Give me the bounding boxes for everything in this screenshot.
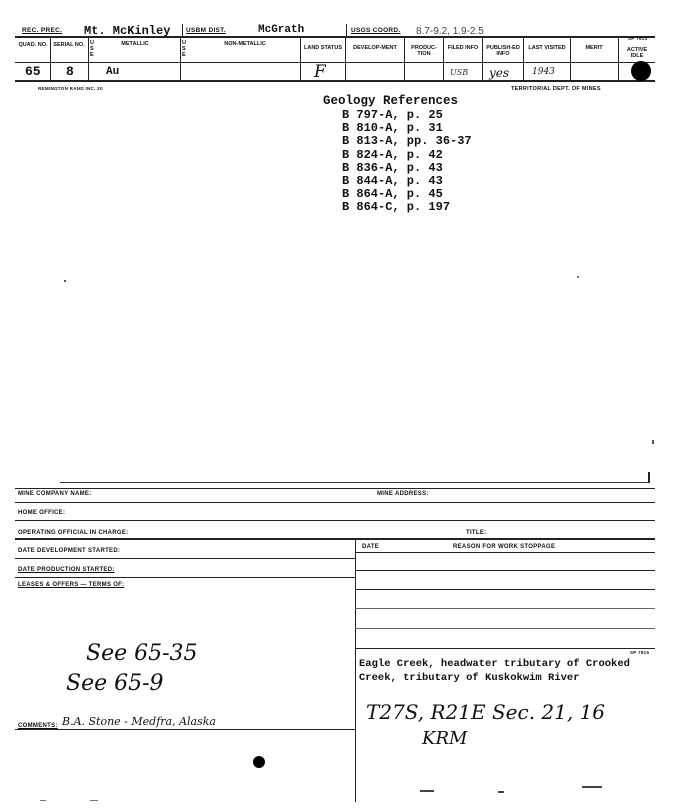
serial-no-value: 8 — [66, 64, 74, 79]
reference-item: B 836-A, p. 43 — [342, 160, 443, 175]
reason-column-label: REASON FOR WORK STOPPAGE — [453, 544, 556, 550]
usbm-dist-value: McGrath — [258, 24, 305, 36]
mine-address-label: MINE ADDRESS: — [377, 491, 429, 497]
township-range-section: T27S, R21E Sec. 21, 16 — [366, 700, 606, 724]
rec-prec-value: Mt. McKinley — [84, 24, 171, 38]
reference-item: B 824-A, p. 42 — [342, 147, 443, 162]
rec-prec-label: REC. PREC. — [22, 27, 63, 34]
form-number-bottom: SP 7915 — [630, 650, 650, 655]
date-production-label: DATE PRODUCTION STARTED: — [18, 567, 115, 573]
reference-item: B 844-A, p. 43 — [342, 174, 443, 189]
filed-info-value: USB — [450, 68, 469, 77]
scan-speck — [577, 276, 579, 278]
scan-speck — [90, 800, 98, 801]
last-visited-value: 1943 — [532, 67, 555, 77]
scan-speck — [498, 791, 504, 793]
col-active-idle: ACTIVE IDLE — [626, 47, 648, 59]
references-title: Geology References — [323, 94, 459, 108]
scan-speck — [64, 280, 66, 282]
col-filed-info: FILED INFO — [447, 45, 479, 51]
col-serial-no: SERIAL NO. — [53, 42, 85, 48]
punch-hole — [253, 756, 265, 768]
col-use-nonmetallic: U S E — [182, 40, 186, 58]
usbm-dist-label: USBM DIST. — [186, 27, 226, 34]
date-column-label: DATE — [362, 544, 380, 550]
col-land-status: LAND STATUS — [304, 45, 342, 51]
col-published-info: PUBLISH-ED INFO — [486, 45, 520, 57]
leases-offers-label: LEASES & OFFERS — TERMS OF: — [18, 582, 125, 588]
scan-mark — [648, 472, 650, 482]
location-line-1: Eagle Creek, headwater tributary of Crooked — [359, 658, 630, 670]
col-development: DEVELOP-MENT — [353, 45, 397, 51]
col-nonmetallic: NON-METALLIC — [224, 41, 266, 47]
reference-item: B 797-A, p. 25 — [342, 108, 443, 122]
comments-label: COMMENTS: — [18, 723, 58, 729]
usgs-coord-value: 8.7-9.2, 1.9-2.5 — [416, 26, 484, 37]
col-metallic: METALLIC — [121, 41, 149, 47]
home-office-label: HOME OFFICE: — [18, 510, 66, 516]
active-indicator-dot — [631, 61, 651, 81]
location-line-2: Creek, tributary of Kuskokwim River — [359, 672, 580, 684]
scan-speck — [420, 790, 434, 792]
see-reference-1: See 65-35 — [86, 641, 198, 666]
land-status-value: F — [314, 62, 326, 82]
references-list — [342, 109, 472, 215]
reference-item: B 813-A, pp. 36-37 — [342, 134, 472, 149]
see-reference-2: See 65-9 — [66, 671, 164, 696]
reference-item: B 864-C, p. 197 — [342, 200, 451, 215]
col-use-metallic: U S E — [90, 40, 94, 58]
scan-speck — [652, 440, 654, 444]
reference-item: B 810-A, p. 31 — [342, 121, 443, 136]
col-quad-no: QUAD. NO. — [18, 42, 48, 48]
title-label: TITLE: — [466, 530, 487, 536]
comments-value: B.A. Stone - Medfra, Alaska — [62, 715, 216, 728]
reference-item: B 864-A, p. 45 — [342, 187, 443, 202]
scan-speck — [40, 800, 46, 801]
date-development-label: DATE DEVELOPMENT STARTED: — [18, 548, 121, 554]
meridian: KRM — [422, 728, 468, 749]
usgs-coord-label: USGS COORD. — [351, 27, 401, 34]
col-last-visited: LAST VISITED — [528, 45, 566, 51]
form-number-top: SP 7914 — [628, 36, 648, 41]
col-production: PRODUC-TION — [411, 45, 437, 57]
printer-imprint: REMINGTON RAND INC. 20 — [38, 86, 103, 91]
quad-no-value: 65 — [25, 64, 41, 79]
mine-company-name-label: MINE COMPANY NAME: — [18, 491, 92, 497]
col-merit: MERIT — [585, 45, 603, 51]
agency-imprint: TERRITORIAL DEPT. OF MINES — [511, 86, 601, 92]
metallic-value: Au — [106, 66, 120, 78]
scan-speck — [582, 786, 602, 788]
operating-official-label: OPERATING OFFICIAL IN CHARGE: — [18, 530, 129, 536]
published-info-value: yes — [489, 66, 510, 80]
